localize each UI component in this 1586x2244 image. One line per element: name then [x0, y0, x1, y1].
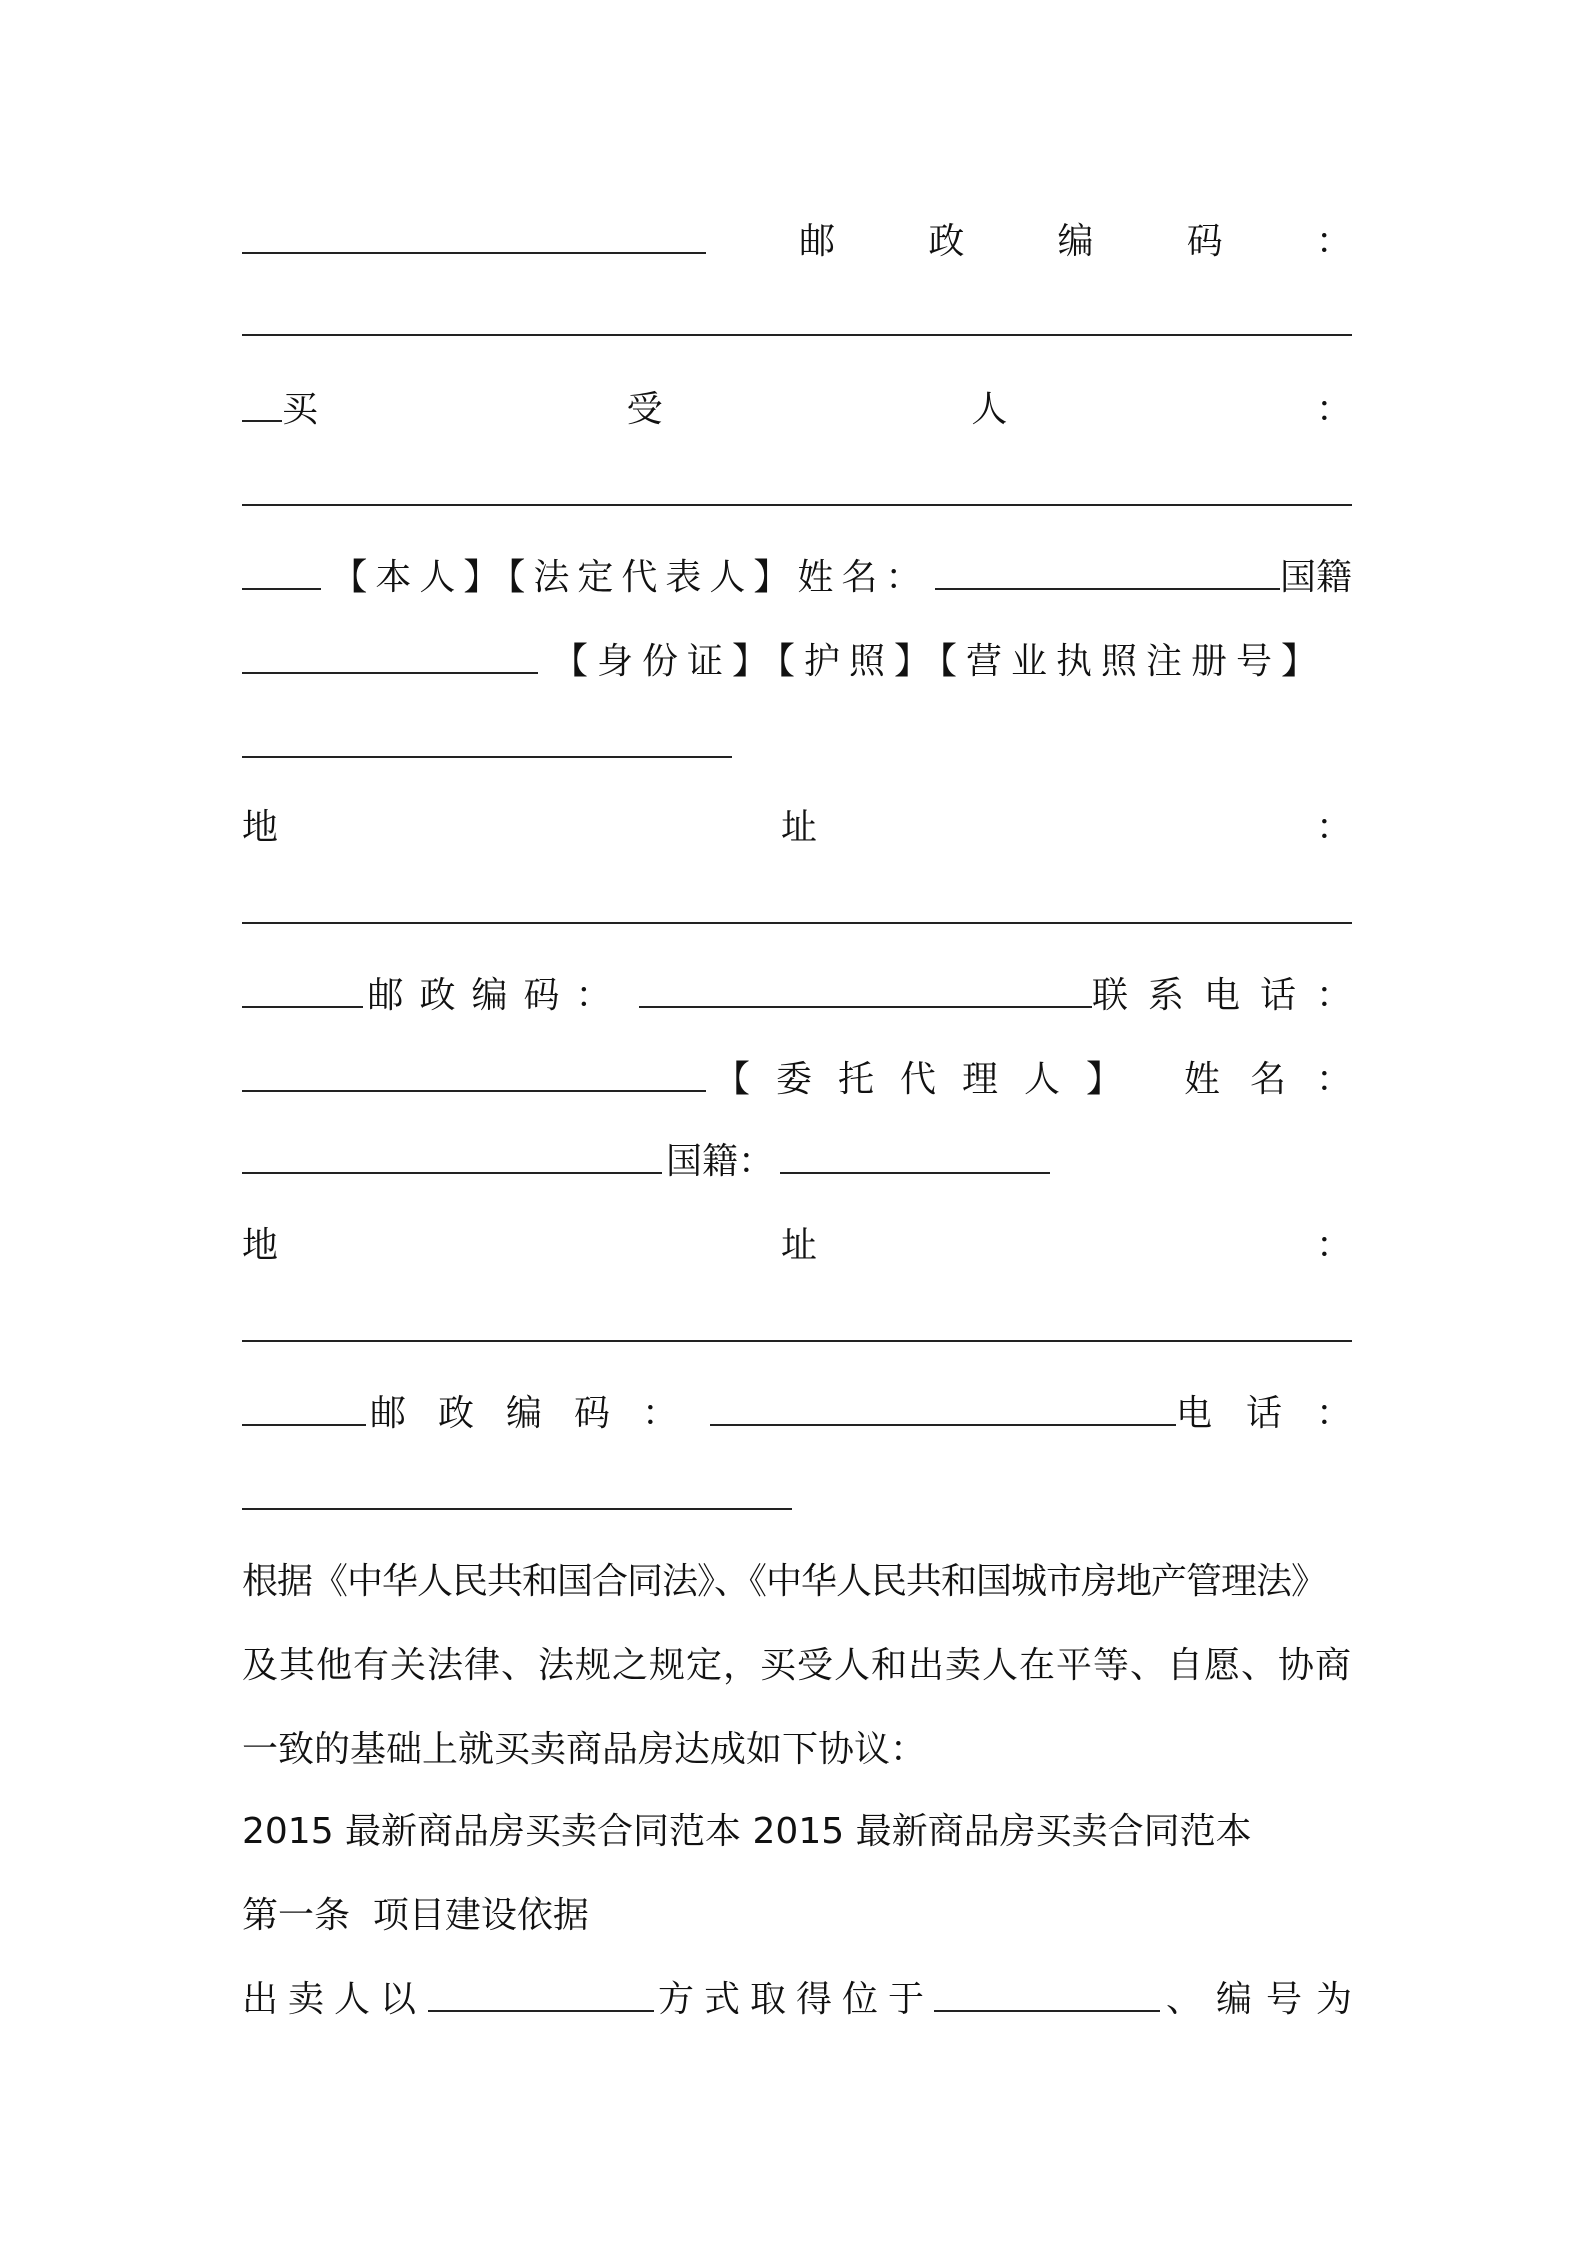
preamble-text: 根据《中华人民共和国合同法》、《中华人民共和国城市房地产管理法》 [242, 1561, 1327, 1602]
fill-blank [242, 922, 1352, 924]
preamble-line-3 [242, 1708, 1352, 1768]
agent-phone-label: 电话： [1175, 1393, 1386, 1434]
address-char: 址 [781, 1225, 818, 1266]
buyer-postal-label: 邮政编码： [367, 975, 628, 1016]
buyer-heading-line [242, 368, 1352, 428]
document-title: 2015 最新商品房买卖合同范本 2015 最新商品房买卖合同范本 [242, 1811, 1252, 1852]
address-char: 地 [242, 1225, 279, 1266]
fill-blank [242, 1006, 363, 1008]
fill-blank [242, 420, 282, 422]
agent-nationality-line [242, 1120, 1352, 1180]
seller-postal-line [242, 200, 1352, 260]
fill-blank [242, 756, 732, 758]
buyer-value-line [242, 452, 1352, 512]
buyer-label-char: ： [1315, 389, 1352, 430]
buyer-identity-label: 【本人】【法定代表人】姓名： [331, 557, 930, 598]
agent-nationality-label: 国籍： [666, 1141, 775, 1182]
buyer-id-value-line [242, 704, 1352, 764]
fill-blank [242, 1340, 1352, 1342]
buyer-label-char: 买 [282, 389, 319, 430]
agent-nationality-blank [780, 1172, 1050, 1174]
seller-postal-blank [242, 252, 706, 254]
agent-name-blank [242, 1172, 662, 1174]
preamble-line-2 [242, 1624, 1352, 1684]
buyer-phone-label: 联系电话： [1091, 975, 1372, 1016]
label-char: 码 [1186, 221, 1223, 262]
fill-blank [242, 504, 1352, 506]
document-title-line [242, 1790, 1352, 1850]
buyer-identity-line [242, 536, 1352, 596]
buyer-label-char: 人 [971, 389, 1008, 430]
buyer-address-line [242, 786, 1352, 846]
buyer-label-char: 受 [626, 389, 663, 430]
acquisition-method-blank [428, 2010, 654, 2012]
preamble-line-1 [242, 1540, 1352, 1600]
article-1-text: 、编号为 [1165, 1979, 1366, 2020]
address-char: ： [1315, 1225, 1352, 1266]
article-1-heading: 第一条 项目建设依据 [242, 1895, 589, 1936]
label-char: 编 [1057, 221, 1094, 262]
buyer-id-types: 【身份证】【护照】【营业执照注册号】 [552, 641, 1327, 682]
buyer-nationality-label: 国籍 [1279, 557, 1352, 598]
address-char: 址 [781, 807, 818, 848]
agent-phone-value-line [242, 1456, 1352, 1516]
seller-postal-value-line [242, 282, 1352, 342]
label-char: ： [1315, 221, 1352, 262]
article-1-text-line [242, 1958, 1366, 2020]
article-1-heading-line [242, 1874, 1352, 1934]
fill-blank [242, 1508, 792, 1510]
buyer-id-types-line [242, 620, 1352, 680]
buyer-name-blank [935, 588, 1280, 590]
buyer-address-value-line [242, 870, 1352, 930]
agent-label: 【委托代理人】 [714, 1059, 1149, 1100]
address-char: 地 [242, 807, 279, 848]
agent-line [242, 1038, 1382, 1100]
buyer-contact-line [242, 954, 1372, 1016]
agent-name-label: 姓名： [1183, 1059, 1382, 1100]
fill-blank [242, 334, 1352, 336]
article-1-text: 出卖人以 [242, 1979, 427, 2020]
fill-blank [242, 1090, 706, 1092]
agent-address-value-line [242, 1288, 1352, 1348]
fill-blank [242, 1424, 366, 1426]
agent-address-line [242, 1204, 1352, 1264]
fill-blank [242, 672, 538, 674]
address-char: ： [1315, 807, 1352, 848]
agent-postal-blank [710, 1424, 1176, 1426]
fill-blank [242, 588, 321, 590]
location-blank [934, 2010, 1160, 2012]
article-1-text: 方式取得位于 [658, 1979, 935, 2020]
agent-postal-label: 邮政编码： [370, 1393, 711, 1434]
preamble-text: 一致的基础上就买卖商品房达成如下协议： [242, 1729, 927, 1770]
label-char: 邮 [799, 221, 836, 262]
buyer-postal-blank [639, 1006, 1092, 1008]
preamble-text: 及其他有关法律、法规之规定，买受人和出卖人在平等、自愿、协商 [242, 1645, 1353, 1686]
agent-contact-line [242, 1372, 1386, 1434]
label-char: 政 [928, 221, 965, 262]
